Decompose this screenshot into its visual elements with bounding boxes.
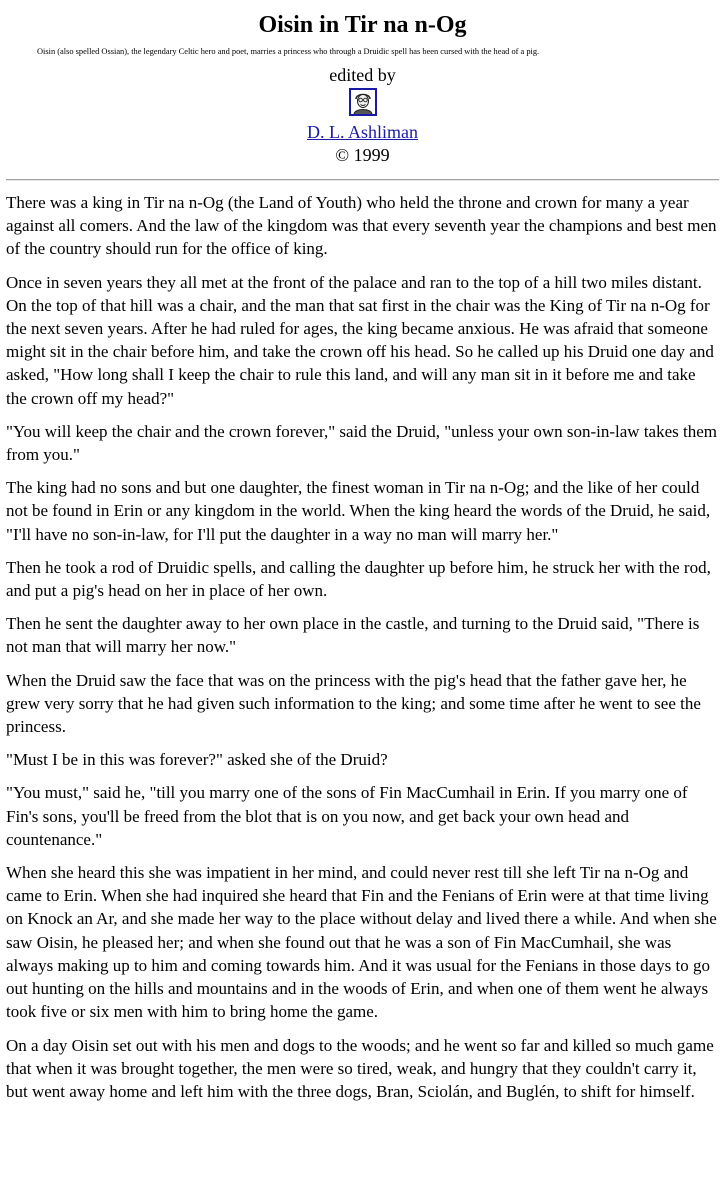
story-paragraph: "Must I be in this was forever?" asked she of the Druid? (6, 750, 388, 770)
story-paragraph: The king had no sons and but one daughter, the finest woman in Tir na n-Og; and the like of her could not be found in Erin or any kingdom in the world. When the king heard the words of the Druid, he said, "I'll have no son-in-law, for I'll put the daughter in a way no man will marry her." (6, 478, 711, 544)
author-portrait-drawing (351, 90, 375, 114)
story-paragraph: "You will keep the chair and the crown forever," said the Druid, "unless your own son-in-law takes them from you." (6, 421, 717, 465)
story-summary: Oisin (also spelled Ossian), the legendary Celtic hero and poet, marries a princess who through a Druidic spell has been cursed with the head of a pig. (37, 47, 540, 56)
story-paragraph: When she heard this she was impatient in her mind, and could never rest till she left Tir na n-Og and came to Erin. When she had inquired she heard that Fin and the Fenians of Erin were at that time living on Knock an Ar, and she made her way to the place without delay and lived there a while. And when she saw Oisin, he pleased her; and when she found out that he was a son of Fin MacCumhail, she was always making up to him and coming towards him. And it was usual for the Fenians in those days to go out hunting on the hills and mountains and in the woods of Erin, and when one of them went he always took five or six men with him to bring home the game. (6, 863, 717, 1022)
story-paragraph: When the Druid saw the face that was on the princess with the pig's head that the father gave her, he grew very sorry that he had given such information to the king; and some time after he went to see the princess. (6, 670, 701, 737)
story-paragraph: Then he sent the daughter away to her own place in the castle, and turning to the Druid said, "There is not man that will marry her now." (6, 614, 700, 657)
copyright-notice: © 1999 (335, 145, 390, 165)
byline (6, 64, 719, 168)
portrait-wrapper (6, 88, 719, 121)
story-paragraph: On a day Oisin set out with his men and dogs to the woods; and he went so far and killed so much game that when it was brought together, the men were so tired, weak, and hungry that they couldn't carry it, but went away home and left him with the three dogs, Bran, Sciolán, and Buglén, to shift for himself. (6, 1035, 714, 1101)
horizontal-rule (6, 179, 719, 181)
story-paragraph: There was a king in Tir na n-Og (the Land of Youth) who held the throne and crown for many a year against all comers. And the law of the kingdom was that every seventh year the champions and best men of the country should run for the office of king. (6, 193, 717, 259)
edited-by-label: edited by (329, 65, 396, 85)
story-paragraph: Once in seven years they all met at the front of the palace and ran to the top of a hill two miles distant. On the top of that hill was a chair, and the man that sat first in the chair was the King of Tir na n-Og for the next seven years. After he had ruled for ages, the king became anxious. He was afraid that someone might sit in the chair before him, and take the crown off his head. So he called up his Druid one day and asked, "How long shall I keep the chair to rule this land, and will any man sit in it before me and take the crown off my head?" (6, 272, 714, 408)
author-portrait-icon[interactable] (349, 88, 377, 116)
story-body (6, 191, 719, 1103)
story-paragraph: "You must," said he, "till you marry one of the sons of Fin MacCumhail in Erin. If you marry one of Fin's sons, you'll be freed from the blot that is on you now, and get back your own head and countenance." (6, 783, 688, 849)
author-link[interactable]: D. L. Ashliman (307, 122, 418, 142)
story-paragraph: Then he took a rod of Druidic spells, and calling the daughter up before him, he struck her with the rod, and put a pig's head on her in place of her own. (6, 557, 711, 601)
page-title: Oisin in Tir na n-Og (258, 12, 467, 38)
